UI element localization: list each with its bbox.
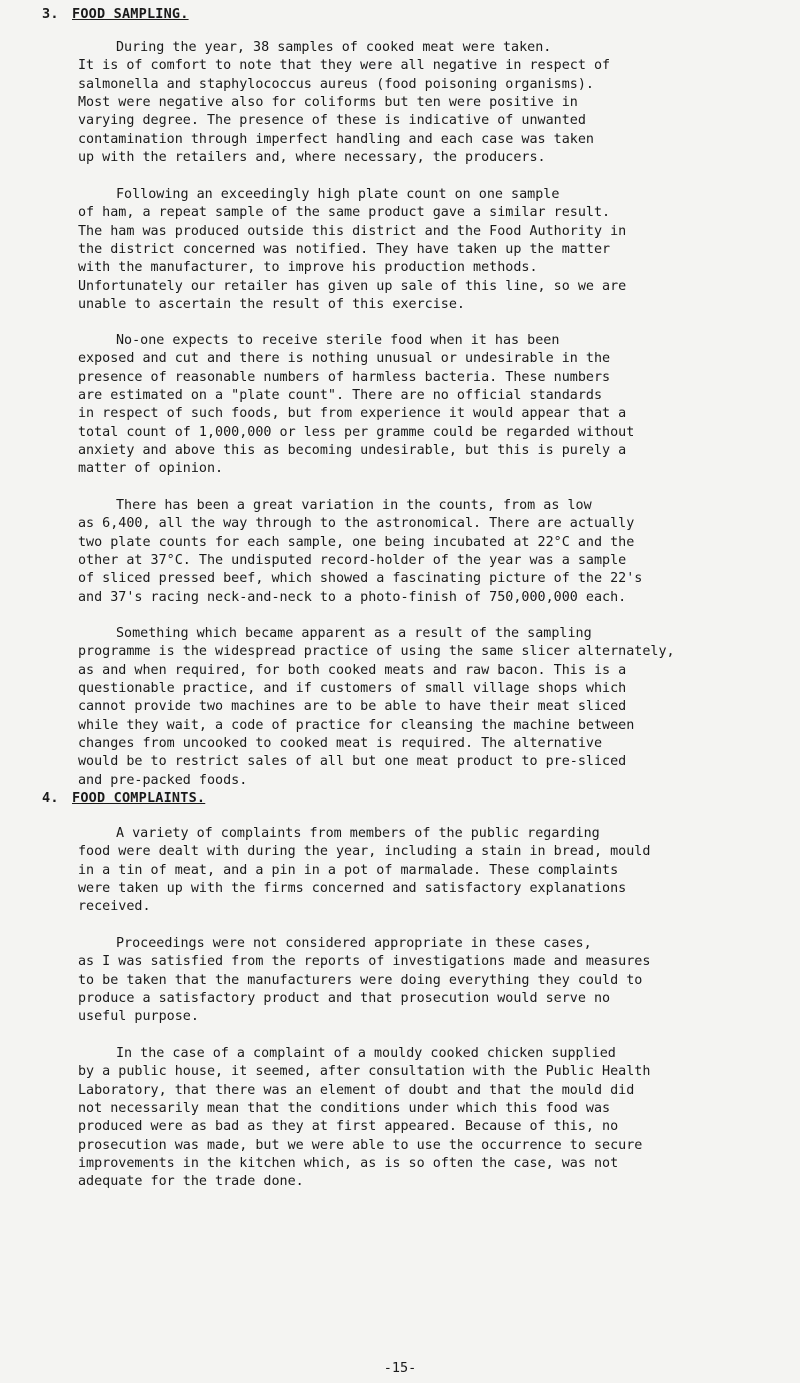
page-number: -15- (383, 1360, 417, 1376)
paragraph (78, 39, 793, 167)
paragraph-text: No-one expects to receive sterile food when it has been exposed and cut and there is nothing unusual or undesirable in the presence of reasonable numbers of harmless bacteria. These numbers are estimated on a "plate count". There are no official standards in respect of such foods, but from experience it would appear that a total count of 1,000,000 or less per gramme could be regarded without anxiety and above this as becoming undesirable, but this is purely a matter of opinion. (78, 333, 635, 477)
paragraph (78, 1045, 793, 1192)
paragraph-text: Something which became apparent as a result of the sampling programme is the widespread practice of using the same slicer alternately, as and when required, for both cooked meats and raw bacon. This is a questionable practice, and if customers of small village shops which cannot provide two machines are to be able to have their meat sliced while they wait, a code of practice for cleansing the machine between changes from uncooked to cooked meat is required. The alternative would be to restrict sales of all but one meat product to pre-sliced and pre-packed foods. (78, 626, 675, 788)
paragraph (78, 825, 793, 917)
paragraph (78, 625, 793, 790)
section-heading-food-sampling (42, 6, 189, 22)
paragraph (78, 332, 793, 479)
paragraph-text: There has been a great variation in the counts, from as low as 6,400, all the way through to the astronomical. There are actually two plate counts for each sample, one being incubated at 22°C and the other at 37°C. The undisputed record-holder of the year was a sample of sliced pressed beef, which showed a fascinating picture of the 22's and 37's racing neck-and-neck to a photo-finish of 750,000,000 each. (78, 498, 643, 605)
section-number: 4. (42, 790, 59, 806)
paragraph (78, 497, 793, 607)
paragraph-text: A variety of complaints from members of the public regarding food were dealt with during the year, including a stain in bread, mould in a tin of meat, and a pin in a pot of marmalade. These complaints were taken up with the firms concerned and satisfactory explanations received. (78, 826, 651, 915)
paragraph-text: Proceedings were not considered appropriate in these cases, as I was satisfied from the reports of investigations made and measures to be taken that the manufacturers were doing everything they could to produce a satisfactory product and that prosecution would serve no useful purpose. (78, 936, 651, 1025)
paragraph-text: Following an exceedingly high plate count on one sample of ham, a repeat sample of the same product gave a similar result. The ham was produced outside this district and the Food Authority in the district concerned was notified. They have taken up the matter with the manufacturer, to improve his production methods. Unfortunately our retailer has given up sale of this line, so we are unable to ascertain the result of this exercise. (78, 187, 627, 313)
section-title: FOOD COMPLAINTS. (72, 790, 206, 806)
section-heading-food-complaints (42, 790, 205, 806)
section-number: 3. (42, 6, 59, 22)
paragraph (78, 186, 793, 314)
paragraph-text: During the year, 38 samples of cooked meat were taken. It is of comfort to note that they were all negative in respect of salmonella and staphylococcus aureus (food poisoning organisms). Most were negative also for coliforms but ten were positive in varying degree. The presence of these is indicative of unwanted contamination through imperfect handling and each case was taken up with the retailers and, where necessary, the producers. (78, 40, 611, 166)
section-title: FOOD SAMPLING. (72, 6, 189, 22)
paragraph-text: In the case of a complaint of a mouldy cooked chicken supplied by a public house, it seemed, after consultation with the Public Health Laboratory, that there was an element of doubt and that the mould did not necessarily mean that the conditions under which this food was produced were as bad as they at first appeared. Because of this, no prosecution was made, but we were able to use the occurrence to secure improvements in the kitchen which, as is so often the case, was not adequate for the trade done. (78, 1046, 651, 1190)
paragraph (78, 935, 793, 1027)
